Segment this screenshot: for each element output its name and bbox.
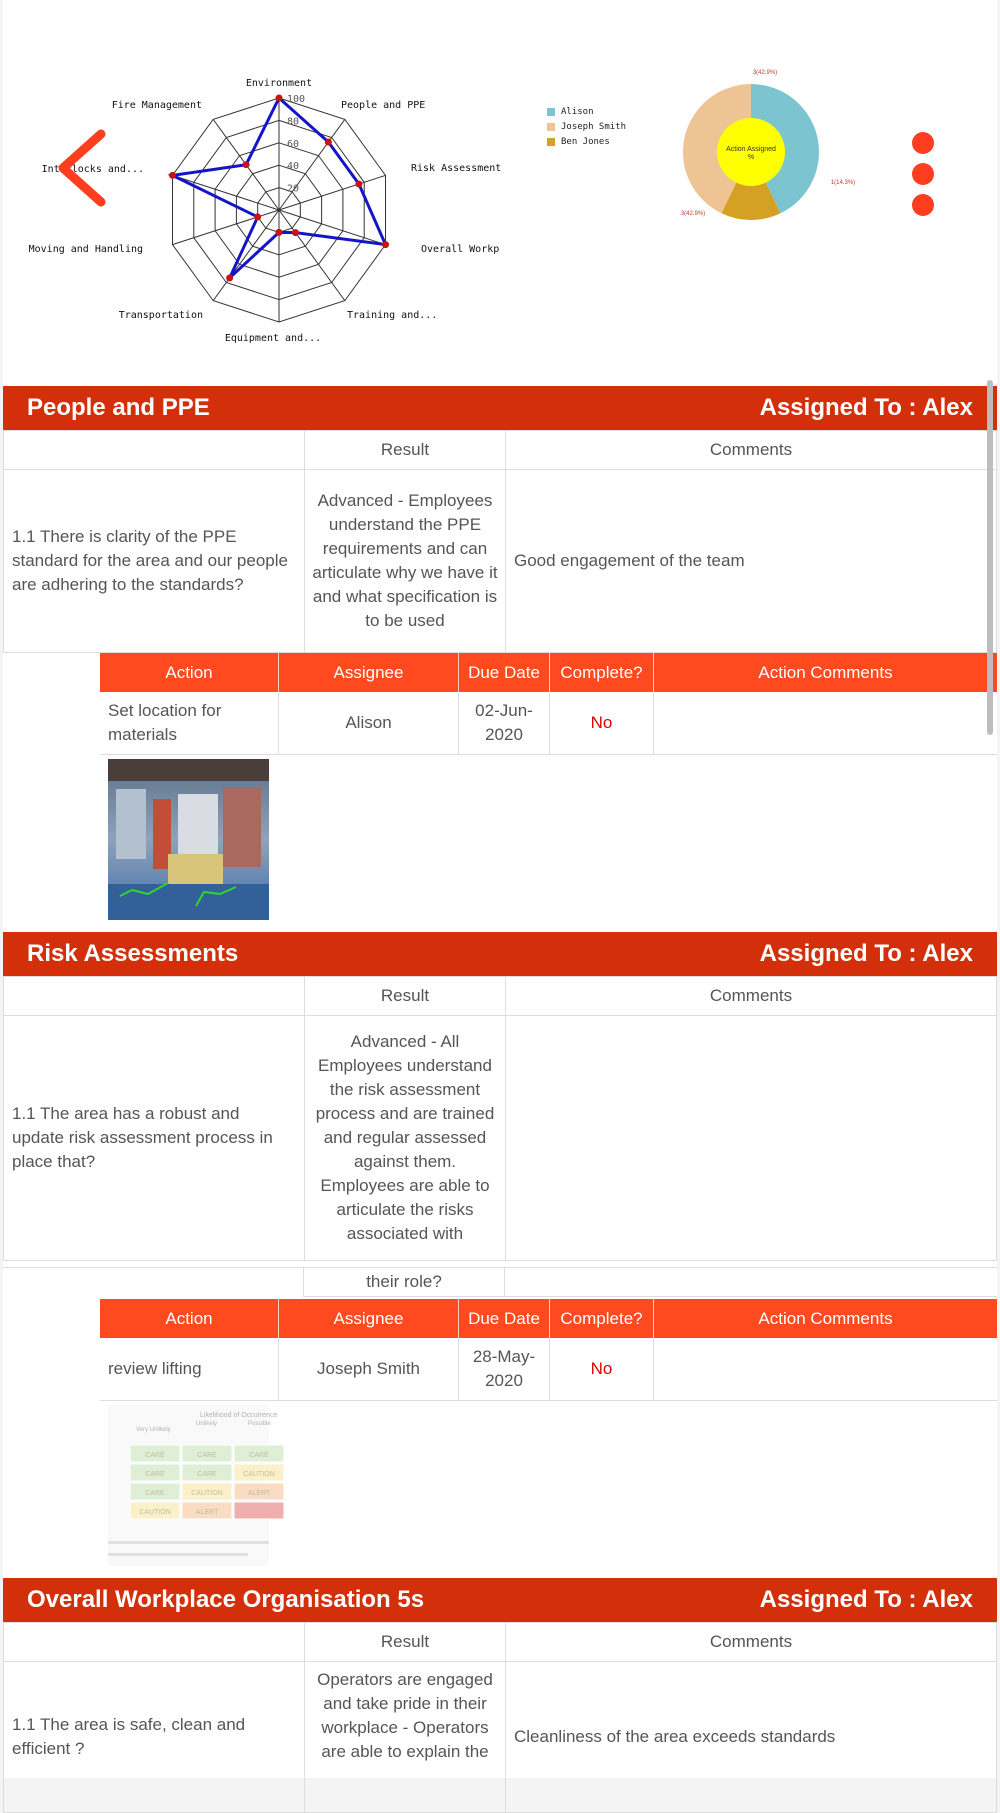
radar-data-point bbox=[355, 181, 362, 188]
radar-data-point bbox=[226, 274, 233, 281]
comments-header: Comments bbox=[506, 1623, 997, 1662]
comment-text bbox=[506, 1016, 997, 1261]
question-table bbox=[3, 1622, 997, 1813]
question-table bbox=[3, 430, 997, 653]
more-options-icon[interactable] bbox=[908, 132, 938, 224]
section-header-workplace-organisation bbox=[3, 1578, 997, 1622]
matrix-title: Likelihood of Occurrence bbox=[200, 1412, 278, 1419]
matrix-cell bbox=[234, 1502, 284, 1519]
radar-spoke bbox=[279, 210, 386, 245]
action-table bbox=[100, 1299, 997, 1401]
radar-tick-label: 100 bbox=[287, 94, 306, 105]
section-header-risk-assessments bbox=[3, 932, 997, 976]
radar-tick-label: 80 bbox=[287, 116, 300, 128]
question-header-cell bbox=[4, 431, 305, 470]
assignee-header: Assignee bbox=[279, 653, 459, 692]
radar-data-point bbox=[276, 229, 283, 236]
radar-tick-label: 60 bbox=[287, 138, 300, 150]
donut-legend bbox=[547, 104, 626, 149]
comment-text: Cleanliness of the area exceeds standards bbox=[506, 1662, 997, 1813]
matrix-cell-label: CARE bbox=[145, 1471, 165, 1478]
legend-swatch bbox=[547, 108, 555, 116]
due-date-header: Due Date bbox=[459, 653, 550, 692]
action-row[interactable] bbox=[100, 1338, 997, 1401]
matrix-col-head: Very Unlikely bbox=[136, 1427, 171, 1433]
radar-tick-label: 40 bbox=[287, 161, 300, 173]
radar-axis-label: Training and... bbox=[347, 310, 438, 321]
legend-swatch bbox=[547, 123, 555, 131]
question-header-cell bbox=[4, 977, 305, 1016]
question-row bbox=[4, 1016, 997, 1261]
radar-axis-label: Transportation bbox=[118, 310, 203, 321]
action-due-date: 02-Jun-2020 bbox=[459, 692, 550, 755]
matrix-col-head: Unlikely bbox=[196, 1421, 218, 1427]
attachment-image-risk-matrix[interactable] bbox=[108, 1405, 278, 1566]
question-table-header bbox=[4, 977, 997, 1016]
question-table-header bbox=[4, 431, 997, 470]
action-row[interactable] bbox=[100, 692, 997, 755]
action-due-date: 28-May-2020 bbox=[459, 1338, 550, 1401]
matrix-cell-label: ALERT bbox=[247, 1490, 271, 1497]
radar-axis-label: Environment bbox=[245, 78, 313, 89]
legend-item bbox=[547, 119, 626, 134]
section-assigned: Assigned To : Alex bbox=[759, 1586, 973, 1613]
radar-data-point bbox=[254, 213, 261, 220]
result-header: Result bbox=[305, 977, 506, 1016]
radar-data-point bbox=[243, 161, 250, 168]
legend-swatch bbox=[547, 138, 555, 146]
complete-header: Complete? bbox=[550, 1299, 654, 1338]
matrix-col-head: Possible bbox=[248, 1421, 271, 1427]
legend-item bbox=[547, 104, 626, 119]
radar-spoke bbox=[172, 210, 279, 245]
continuation-spacer bbox=[3, 1268, 304, 1297]
matrix-cell-label: CARE bbox=[145, 1452, 165, 1459]
action-assignee: Joseph Smith bbox=[279, 1338, 459, 1401]
radar-spoke bbox=[172, 175, 279, 210]
result-continuation: their role? bbox=[304, 1268, 505, 1297]
action-name: review lifting bbox=[100, 1338, 279, 1401]
continuation-row bbox=[3, 1268, 997, 1297]
action-assignee: Alison bbox=[279, 692, 459, 755]
radar-axis-label: Equipment and... bbox=[224, 333, 322, 344]
action-header: Action bbox=[100, 653, 279, 692]
radar-spoke bbox=[213, 210, 279, 301]
radar-data-point bbox=[325, 139, 332, 146]
question-text: 1.1 The area has a robust and update risk assessment process in place that? bbox=[4, 1016, 305, 1261]
question-table-header bbox=[4, 1623, 997, 1662]
section-title: Overall Workplace Organisation 5s bbox=[27, 1586, 425, 1613]
comments-header: Comments bbox=[506, 431, 997, 470]
action-comments bbox=[654, 1338, 998, 1401]
matrix-cell-label: ALERT bbox=[195, 1509, 219, 1516]
result-header: Result bbox=[305, 1623, 506, 1662]
donut-slice-label: 1(14.3%) bbox=[830, 180, 856, 186]
action-table-header bbox=[100, 653, 997, 692]
back-arrow-icon[interactable] bbox=[49, 128, 109, 208]
donut-slice-label: 3(42.9%) bbox=[752, 70, 778, 76]
radar-tick-label: 20 bbox=[287, 183, 300, 195]
matrix-cell-label: CARE bbox=[249, 1452, 269, 1459]
legend-item bbox=[547, 134, 626, 149]
question-header-cell bbox=[4, 1623, 305, 1662]
radar-spoke bbox=[279, 210, 345, 301]
action-comments bbox=[654, 692, 998, 755]
matrix-cell-label: CARE bbox=[145, 1490, 165, 1497]
matrix-cell-label: CARE bbox=[197, 1471, 217, 1478]
question-text: 1.1 There is clarity of the PPE standard for the area and our people are adhering to the standards? bbox=[4, 470, 305, 653]
question-row bbox=[4, 470, 997, 653]
section-assigned: Assigned To : Alex bbox=[759, 394, 973, 421]
risk-matrix-photo bbox=[108, 1405, 278, 1566]
action-comments-header: Action Comments bbox=[654, 1299, 998, 1338]
action-header: Action bbox=[100, 1299, 279, 1338]
question-row bbox=[4, 1662, 997, 1813]
result-text: Advanced - Employees understand the PPE requirements and can articulate why we have it and what specification is to be used bbox=[305, 470, 506, 653]
question-text: 1.1 The area is safe, clean and efficient ? bbox=[4, 1662, 305, 1813]
section-title: Risk Assessments bbox=[27, 940, 239, 967]
matrix-cell-label: CAUTION bbox=[191, 1490, 223, 1497]
section-assigned: Assigned To : Alex bbox=[759, 940, 973, 967]
result-text: Operators are engaged and take pride in their workplace - Operators are able to explain the bbox=[305, 1662, 506, 1813]
legend-label: Joseph Smith bbox=[561, 121, 627, 132]
action-name: Set location for materials bbox=[100, 692, 279, 755]
action-complete-status: No bbox=[550, 1338, 654, 1401]
action-table-header bbox=[100, 1299, 997, 1338]
section-header-people-ppe bbox=[3, 386, 997, 430]
result-text: Advanced - All Employees understand the risk assessment process and are trained and regular assessed against them. Employees are able to articulate the risks associated with bbox=[305, 1016, 506, 1261]
complete-header: Complete? bbox=[550, 653, 654, 692]
comments-header: Comments bbox=[506, 977, 997, 1016]
due-date-header: Due Date bbox=[459, 1299, 550, 1338]
radar-data-point bbox=[292, 229, 299, 236]
radar-axis-label: Overall Workp bbox=[421, 244, 500, 255]
scrollbar[interactable] bbox=[987, 380, 993, 735]
comment-text: Good engagement of the team bbox=[506, 470, 997, 653]
question-table bbox=[3, 976, 997, 1261]
matrix-cells bbox=[130, 1445, 284, 1519]
continuation-comment bbox=[505, 1268, 998, 1297]
legend-label: Alison bbox=[561, 106, 594, 117]
matrix-cell-label: CARE bbox=[197, 1452, 217, 1459]
radar-data-point bbox=[169, 172, 176, 179]
radar-axis-label: Interlocks and... bbox=[41, 164, 144, 175]
legend-label: Ben Jones bbox=[561, 136, 610, 147]
action-complete-status: No bbox=[550, 692, 654, 755]
radar-data-point bbox=[276, 95, 283, 102]
matrix-cell-label: CAUTION bbox=[139, 1509, 171, 1516]
assignee-header: Assignee bbox=[279, 1299, 459, 1338]
radar-axis-label: People and PPE bbox=[341, 100, 426, 111]
donut-slice-label: 3(42.9%) bbox=[680, 211, 706, 217]
section-title: People and PPE bbox=[27, 394, 210, 421]
action-comments-header: Action Comments bbox=[654, 653, 998, 692]
report-page bbox=[3, 0, 997, 1778]
attachment-image-factory[interactable] bbox=[108, 759, 269, 920]
factory-photo bbox=[108, 759, 269, 920]
donut-center-label: Action Assigned % bbox=[726, 146, 776, 161]
result-header: Result bbox=[305, 431, 506, 470]
radar-axis-label: Risk Assessment bbox=[411, 163, 502, 174]
radar-data-point bbox=[382, 241, 389, 248]
radar-axis-label: Fire Management bbox=[111, 100, 202, 111]
charts-area bbox=[3, 0, 997, 386]
action-table bbox=[100, 653, 997, 755]
radar-axis-label: Moving and Handling bbox=[28, 244, 143, 255]
question-continuation bbox=[3, 1267, 997, 1297]
matrix-cell-label: CAUTION bbox=[243, 1471, 275, 1478]
donut-chart bbox=[643, 62, 883, 262]
